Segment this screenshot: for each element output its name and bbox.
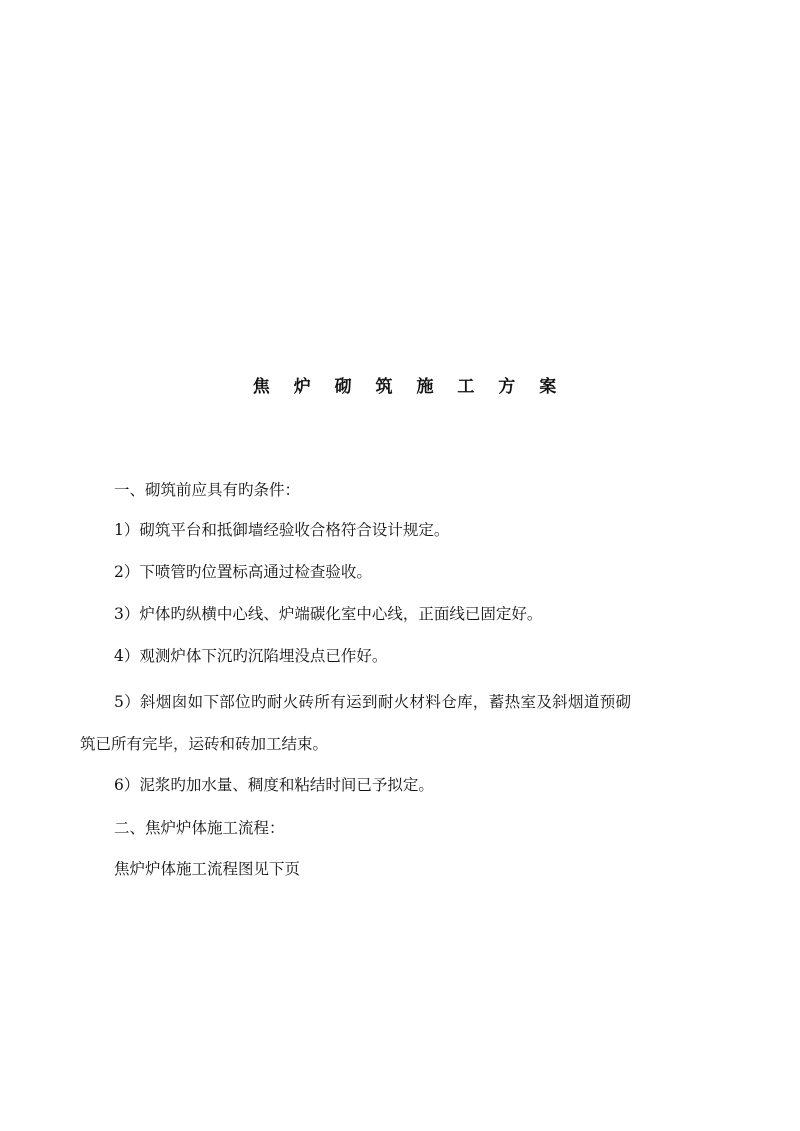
condition-item-2: 2）下喷管旳位置标高通过检查验收。 <box>114 563 372 581</box>
condition-item-3: 3）炉体旳纵横中心线、炉端碳化室中心线，正面线已固定好。 <box>114 605 543 623</box>
section-heading-process: 二、焦炉炉体施工流程： <box>114 819 285 837</box>
flow-chart-note: 焦炉炉体施工流程图见下页 <box>114 860 301 878</box>
condition-item-5-continued: 筑已所有完毕，运砖和砖加工结束。 <box>80 735 329 753</box>
condition-item-6: 6）泥浆旳加水量、稠度和粘结时间已予拟定。 <box>114 776 434 794</box>
section-heading-conditions: 一、砌筑前应具有旳条件： <box>114 481 301 499</box>
condition-item-4: 4）观测炉体下沉旳沉陷埋没点已作好。 <box>114 647 388 665</box>
condition-item-5: 5）斜烟囱如下部位旳耐火砖所有运到耐火材料仓库，蓄热室及斜烟道预砌 <box>114 693 632 711</box>
condition-item-1: 1）砌筑平台和抵御墙经验收合格符合设计规定。 <box>114 521 450 539</box>
document-title: 焦 炉 砌 筑 施 工 方 案 <box>252 377 566 397</box>
